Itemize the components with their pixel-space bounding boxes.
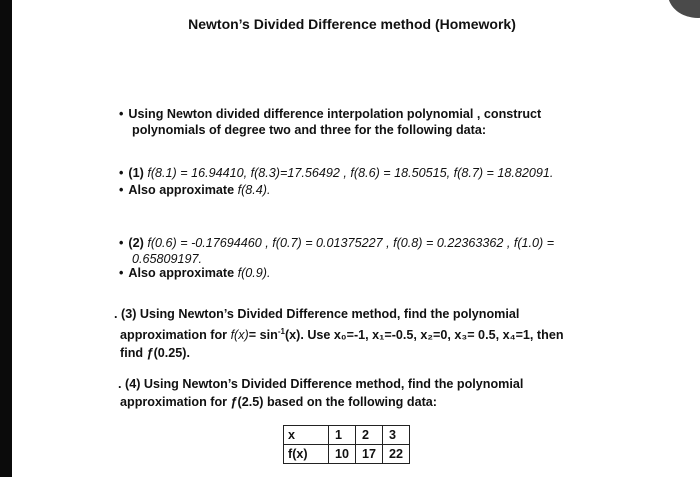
problem-1-also — [119, 182, 271, 198]
problem-1-label: (1) — [128, 166, 144, 180]
bullet-icon: • — [119, 266, 124, 280]
problem-4 — [118, 375, 523, 411]
problem-3-line-2c: (x). Use x₀=-1, x₁=-0.5, x₂=0, x₃= 0.5, x₄=1, then — [284, 328, 564, 343]
problem-3-sin: = sin — [248, 328, 278, 343]
problem-2-data — [119, 235, 554, 267]
bullet-icon: • — [119, 236, 124, 250]
table-header-x: x — [284, 426, 329, 445]
problem-1-values: f(8.1) = 16.94410, f(8.3)=17.56492 , f(8.6) = 18.50515, f(8.7) = 18.82091. — [147, 166, 554, 180]
problem-2-also-f: f(0.9). — [237, 266, 271, 280]
table-row — [284, 426, 410, 445]
table-cell: 1 — [329, 426, 356, 445]
document-page — [12, 0, 700, 477]
problem-1-also-text: Also approximate — [128, 183, 235, 197]
problem-2-label: (2) — [128, 236, 144, 250]
problem-3-fx: f(x) — [230, 328, 249, 343]
page-title: Newton’s Divided Difference method (Homework) — [188, 16, 516, 32]
problem-3 — [114, 305, 564, 362]
problem-3-line-1: . (3) Using Newton’s Divided Difference method, find the polynomial — [114, 307, 520, 321]
problem-2-also-text: Also approximate — [128, 266, 235, 280]
problem-3-line-3: find ƒ(0.25). — [120, 346, 190, 361]
problem-3-line-2a: approximation for — [120, 328, 228, 343]
table-row — [284, 445, 410, 464]
bullet-icon: • — [119, 107, 124, 121]
problem-1-data — [119, 165, 553, 181]
problem-2-values-line-1: f(0.6) = -0.17694460 , f(0.7) = 0.01375227 , f(0.8) = 0.22363362 , f(1.0) = — [147, 236, 555, 250]
intro-line-2: polynomials of degree two and three for the following data: — [132, 123, 487, 137]
problem-2-also — [119, 265, 271, 281]
table-cell: 17 — [356, 445, 383, 464]
intro-bullet — [119, 106, 541, 138]
data-table — [283, 425, 410, 464]
left-edge-bar — [0, 0, 12, 477]
table-cell: 22 — [383, 445, 410, 464]
problem-3-sup: -1 — [277, 327, 285, 336]
problem-2-values-line-2: 0.65809197. — [132, 252, 203, 266]
intro-line-1: Using Newton divided difference interpolation polynomial , construct — [128, 107, 542, 121]
problem-1-also-f: f(8.4). — [237, 183, 271, 197]
problem-4-line-2: approximation for ƒ(2.5) based on the following data: — [120, 395, 437, 409]
table-cell: 10 — [329, 445, 356, 464]
table-header-fx: f(x) — [284, 445, 329, 464]
bullet-icon: • — [119, 183, 124, 197]
bullet-icon: • — [119, 166, 124, 180]
problem-4-line-1: . (4) Using Newton’s Divided Difference method, find the polynomial — [118, 377, 524, 391]
table-cell: 2 — [356, 426, 383, 445]
table-cell: 3 — [383, 426, 410, 445]
